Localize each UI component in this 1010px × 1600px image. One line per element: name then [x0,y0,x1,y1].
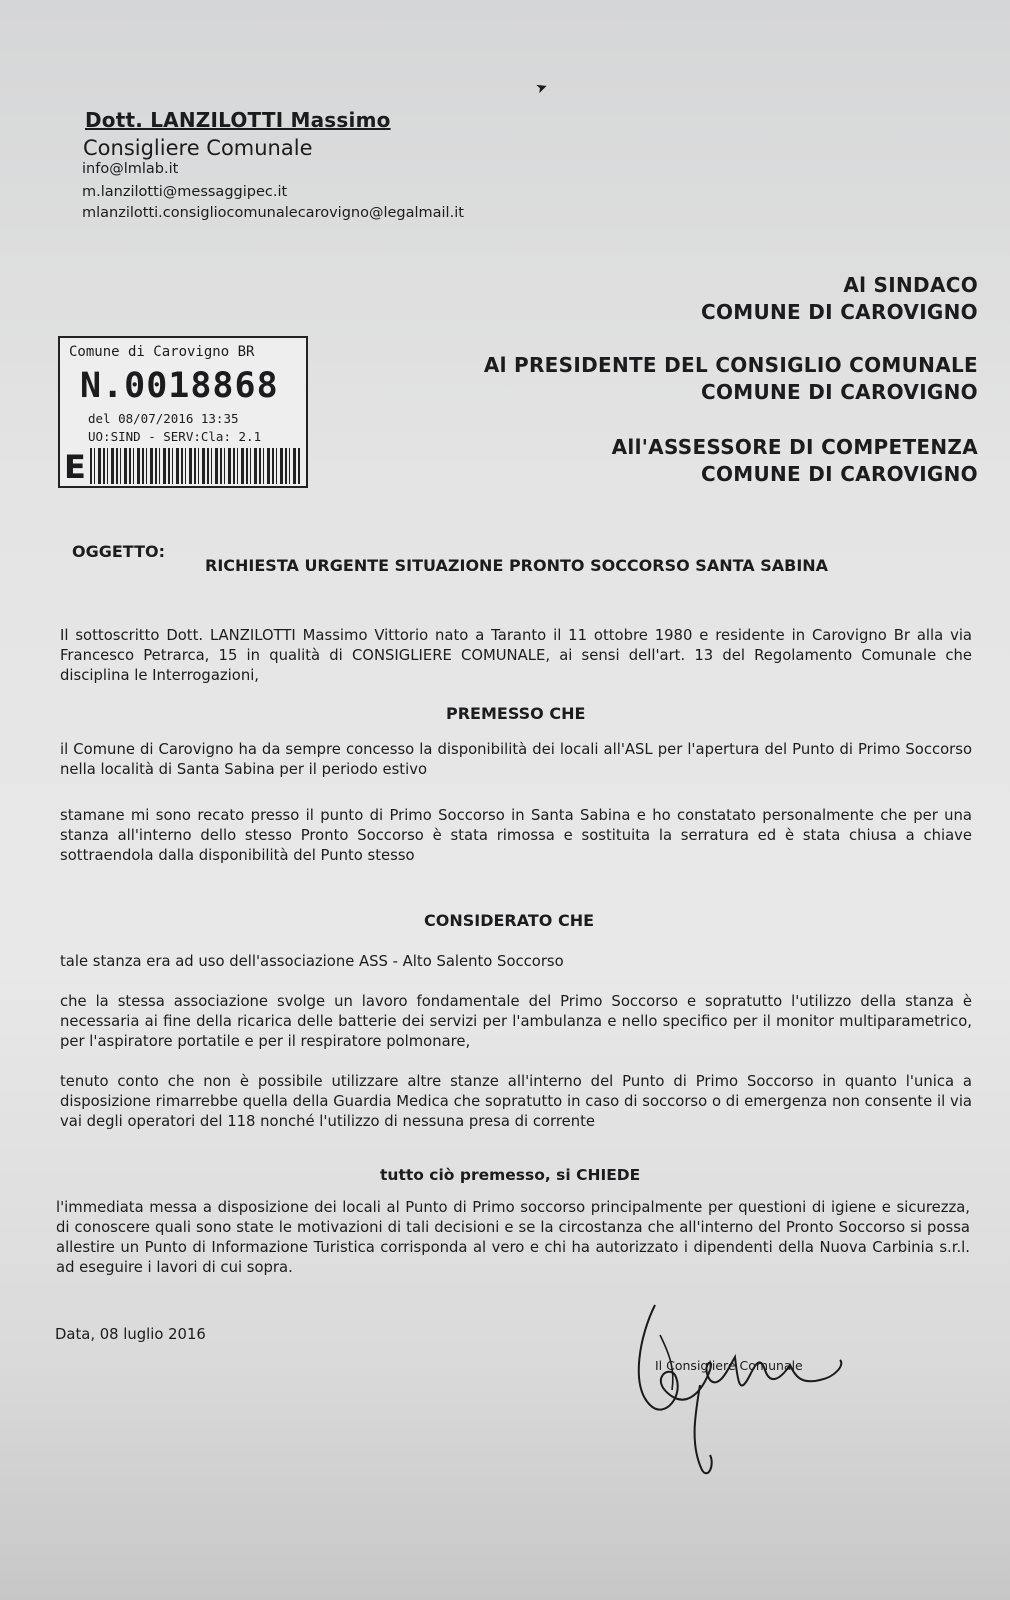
date-line: Data, 08 luglio 2016 [55,1326,206,1343]
sender-name: Dott. LANZILOTTI Massimo [85,108,391,132]
recipient-line: COMUNE DI CAROVIGNO [701,300,978,324]
recipient-line: COMUNE DI CAROVIGNO [701,380,978,404]
stamp-date: del 08/07/2016 13:35 [88,411,239,426]
sender-email-1: info@lmlab.it [82,161,179,177]
stamp-number: N.0018868 [80,366,279,406]
recipient-line: Al SINDACO [843,273,978,297]
signature-label: Il Consigliere Comunale [655,1358,803,1373]
stamp-letter: E [64,448,86,486]
stamp-classification: UO:SIND - SERV:Cla: 2.1 [88,429,262,444]
handwritten-signature [630,1295,860,1495]
intro-paragraph: Il sottoscritto Dott. LANZILOTTI Massimo Vittorio nato a Taranto il 11 ottobre 1980 e residente in Carovigno Br alla via Francesco Petrarca, 15 in qualità di CONSIGLIERE COMUNALE, ai sensi dell'art. 13 del Regolamento Comunale che disciplina le Interrogazioni, [60,627,972,684]
chiede-heading-prefix: tutto ciò premesso, si [380,1166,577,1184]
sender-email-2: m.lanzilotti@messaggipec.it [82,184,288,200]
protocol-stamp [58,336,308,488]
considerato-paragraph-1: tale stanza era ad uso dell'associazione ASS - Alto Salento Soccorso [60,953,564,970]
sender-email-3: mlanzilotti.consigliocomunalecarovigno@legalmail.it [82,205,464,221]
subject-text: RICHIESTA URGENTE SITUAZIONE PRONTO SOCCORSO SANTA SABINA [205,556,829,575]
chiede-heading [380,1166,640,1184]
chiede-paragraph: l'immediata messa a disposizione dei locali al Punto di Primo soccorso principalmente per questioni di igiene e sicurezza, di conoscere quali sono state le motivazioni di tali decisioni e se la circostanza che all'interno del Pronto Soccorso si possa allestire un Punto di Informazione Turistica corrisponda al vero e chi ha autorizzato i dipendenti della Nuova Carbinia s.r.l. ad eseguire i lavori di cui sopra. [56,1199,970,1276]
pen-mark-icon: ➤ [533,78,551,98]
recipient-sindaco [701,272,978,326]
premesso-paragraph-2: stamane mi sono recato presso il punto di Primo Soccorso in Santa Sabina e ho constatato personalmente che per una stanza all'interno dello stesso Pronto Soccorso è stata rimossa e sostituita la serratura ed è stata chiusa a chiave sottraendola dalla disponibilità del Punto stesso [60,807,972,864]
considerato-paragraph-2: che la stessa associazione svolge un lavoro fondamentale del Primo Soccorso e sopratutto l'utilizzo della stanza è necessaria ai fine della ricarica delle batterie dei servizi per l'ambulanza e nello specifico per il monitor multiparametrico, per l'aspiratore portatile e per il respiratore polmonare, [60,993,972,1050]
recipient-line: Al PRESIDENTE DEL CONSIGLIO COMUNALE [483,353,978,377]
stamp-office: Comune di Carovigno BR [69,344,255,360]
chiede-heading-word: CHIEDE [576,1166,641,1184]
considerato-paragraph-3: tenuto conto che non è possibile utilizzare altre stanze all'interno del Punto di Primo Soccorso in quanto l'unica a disposizione rimarrebbe quella della Guardia Medica che sopratutto in caso di soccorso o di emergenza non consente il via vai degli operatori del 118 nonché l'utilizzo di nessuna presa di corrente [60,1073,972,1130]
recipient-assessore [612,434,978,488]
recipient-line: All'ASSESSORE DI COMPETENZA [611,435,978,459]
sender-role: Consigliere Comunale [83,136,313,160]
recipient-presidente [484,352,978,406]
recipient-line: COMUNE DI CAROVIGNO [701,462,978,486]
barcode-icon [90,448,302,484]
subject-label: OGGETTO: [72,542,165,561]
considerato-heading: CONSIDERATO CHE [424,911,595,930]
premesso-heading: PREMESSO CHE [446,704,586,723]
premesso-paragraph-1: il Comune di Carovigno ha da sempre concesso la disponibilità dei locali all'ASL per l'apertura del Punto di Primo Soccorso nella località di Santa Sabina per il periodo estivo [60,741,972,778]
